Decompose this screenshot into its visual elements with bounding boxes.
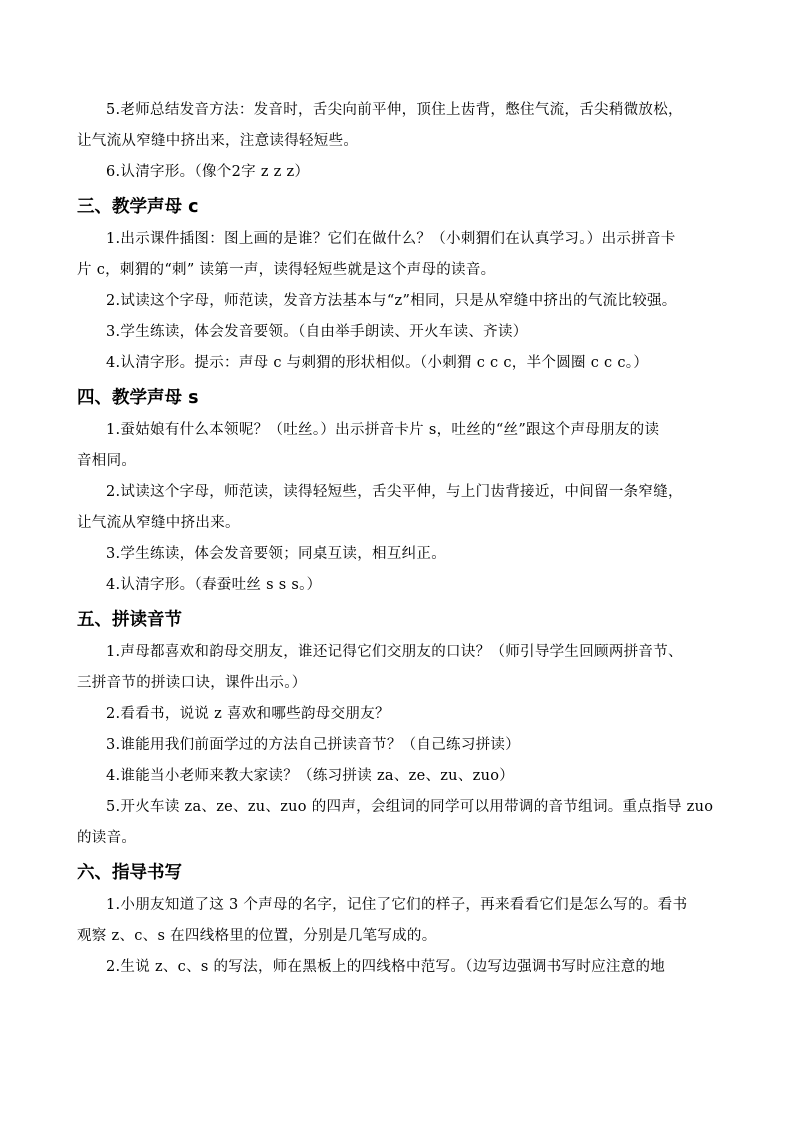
paragraph: 6.认清字形。（像个2字 z z z） xyxy=(106,164,310,180)
document-page xyxy=(77,95,727,983)
paragraph: 2.试读这个字母，师范读，读得轻短些，舌尖平伸，与上门齿背接近，中间留一条窄缝， xyxy=(106,484,683,500)
section-heading: 六、指导书写 xyxy=(77,863,182,883)
paragraph: 3.学生练读，体会发音要领。（自由举手朗读、开火车读、齐读） xyxy=(106,324,528,340)
paragraph-continuation: 三拼音节的拼读口诀，课件出示。） xyxy=(77,675,307,691)
section-heading: 五、拼读音节 xyxy=(77,610,182,630)
paragraph: 4.认清字形。提示：声母 c 与刺猬的形状相似。（小刺猬 c c c，半个圆圈 c c c。） xyxy=(106,355,649,371)
paragraph: 2.生说 z、c、s 的写法，师在黑板上的四线格中范写。（边写边强调书写时应注意的地 xyxy=(106,959,666,975)
paragraph-continuation: 让气流从窄缝中挤出来，注意读得轻短些。 xyxy=(77,133,359,149)
paragraph: 5.老师总结发音方法：发音时，舌尖向前平伸，顶住上齿背，憋住气流，舌尖稍微放松， xyxy=(106,102,683,118)
paragraph: 3.谁能用我们前面学过的方法自己拼读音节？（自己练习拼读） xyxy=(106,737,521,753)
paragraph: 2.看看书，说说 z 喜欢和哪些韵母交朋友？ xyxy=(106,706,390,722)
paragraph: 3.学生练读，体会发音要领；同桌互读，相互纠正。 xyxy=(106,546,447,562)
paragraph-continuation: 音相同。 xyxy=(77,453,137,469)
section-heading: 四、教学声母 s xyxy=(77,388,199,408)
paragraph: 5.开火车读 za、ze、zu、zuo 的四声，会组词的同学可以用带调的音节组词。重点指导 zuo xyxy=(106,799,714,815)
paragraph: 1.蚕姑娘有什么本领呢？（吐丝。）出示拼音卡片 s，吐丝的“丝”跟这个声母朋友的读 xyxy=(106,422,660,438)
paragraph: 1.声母都喜欢和韵母交朋友，谁还记得它们交朋友的口诀？（师引导学生回顾两拼音节、 xyxy=(106,644,683,660)
section-heading: 三、教学声母 c xyxy=(77,197,199,217)
paragraph: 4.认清字形。（春蚕吐丝 s s s。） xyxy=(106,577,322,593)
paragraph: 1.小朋友知道了这 3 个声母的名字，记住了它们的样子，再来看看它们是怎么写的。看书 xyxy=(106,897,688,913)
paragraph: 2.试读这个字母，师范读，发音方法基本与“z”相同，只是从窄缝中挤出的气流比较强。 xyxy=(106,293,677,309)
paragraph: 1.出示课件插图：图上画的是谁？它们在做什么？（小刺猬们在认真学习。）出示拼音卡 xyxy=(106,231,676,247)
paragraph-continuation: 片 c，刺猬的“刺” 读第一声，读得轻短些就是这个声母的读音。 xyxy=(77,262,496,278)
paragraph: 4.谁能当小老师来教大家读？（练习拼读 za、ze、zu、zuo） xyxy=(106,768,515,784)
paragraph-continuation: 让气流从窄缝中挤出来。 xyxy=(77,515,240,531)
paragraph-continuation: 的读音。 xyxy=(77,830,137,846)
paragraph-continuation: 观察 z、c、s 在四线格里的位置，分别是几笔写成的。 xyxy=(77,928,437,944)
